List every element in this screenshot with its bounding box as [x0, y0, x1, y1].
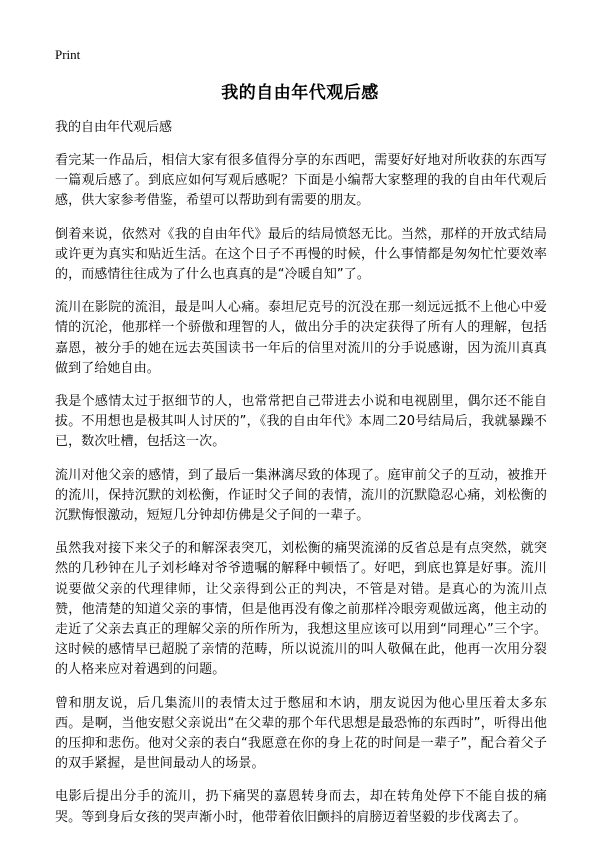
paragraph-father-feelings: 流川对他父亲的感情，到了最后一集淋漓尽致的体现了。庭审前父子的互动，被推开的流川，保持沉默的刘松衡，作证时父子间的表情，流川的沉默隐忍心痛，刘松衡的沉默悔恨激动，短短几分钟却仿佛是父子间的一辈子。	[55, 467, 547, 524]
paragraph-ending: 倒着来说，依然对《我的自由年代》最后的结局愤怒无比。当然，那样的开放式结局或许更为真实和贴近生活。在这个日子不再慢的时候，什么事情都是匆匆忙忙要效率的，而感情往往成为了什么也真真的是“冷暖自知”了。	[55, 226, 547, 283]
paragraph-personal-feeling: 我是个感情太过于抠细节的人，也常常把自己带进去小说和电视剧里，偶尔还不能自拔。不用想也是极其叫人讨厌的”，《我的自由年代》本周二20号结局后，我就暴躁不已，数次吐槽，包括这一次。	[55, 394, 547, 450]
article-subtitle: 我的自由年代观后感	[55, 120, 173, 135]
paragraph-friend-conversation: 曾和朋友说，后几集流川的表情太过于憋屈和木讷，朋友说因为他心里压着太多东西。是啊，当他安慰父亲说出“在父辈的那个年代思想是最恐怖的东西时”，听得出他的压抑和悲伤。他对父亲的表白“我愿意在你的身上花的时间是一辈子”，配合着父子的双手紧握，是世间最动人的场景。	[55, 695, 547, 772]
paragraph-breakup: 电影后提出分手的流川，扔下痛哭的嘉恩转身而去，却在转角处停下不能自拔的痛哭。等到身后女孩的哭声渐小时，他带着依旧颤抖的肩膀迈着坚毅的步伐离去了。	[55, 789, 547, 825]
article-body	[55, 151, 547, 841]
print-link[interactable]: Print	[55, 47, 81, 62]
page-title: 我的自由年代观后感	[221, 83, 379, 103]
paragraph-reconciliation: 虽然我对接下来父子的和解深表突兀，刘松衡的痛哭流涕的反省总是有点突然，就突然的几秒钟在儿子刘杉峰对爷爷遗嘱的解释中顿悟了。好吧，到底也算是好事。流川说要做父亲的代理律师，让父亲得到公正的判决，不管是对错。是真心的为流川点赞，他清楚的知道父亲的事情，但是他再没有像之前那样冷眼旁观做远离，他主动的走近了父亲去真正的理解父亲的所作所为，我想这里应该可以用到“同理心”三个字。这时候的感情早已超脱了亲情的范畴，所以说流川的叫人敬佩在此，他再一次用分裂的人格来应对着遇到的问题。	[55, 541, 547, 678]
paragraph-cinema-tears: 流川在影院的流泪，最是叫人心痛。泰坦尼克号的沉没在那一刻远远抵不上他心中爱情的沉沦，他那样一个骄傲和理智的人，做出分手的决定获得了所有人的理解，包括嘉恩，被分手的她在远去英国读书一年后的信里对流川的分手说感谢，因为流川真真做到了给她自由。	[55, 300, 547, 376]
paragraph-intro: 看完某一作品后，相信大家有很多值得分享的东西吧，需要好好地对所收获的东西写一篇观后感了。到底应如何写观后感呢？下面是小编帮大家整理的我的自由年代观后感，供大家参考借鉴，希望可以帮助到有需要的朋友。	[55, 153, 547, 209]
